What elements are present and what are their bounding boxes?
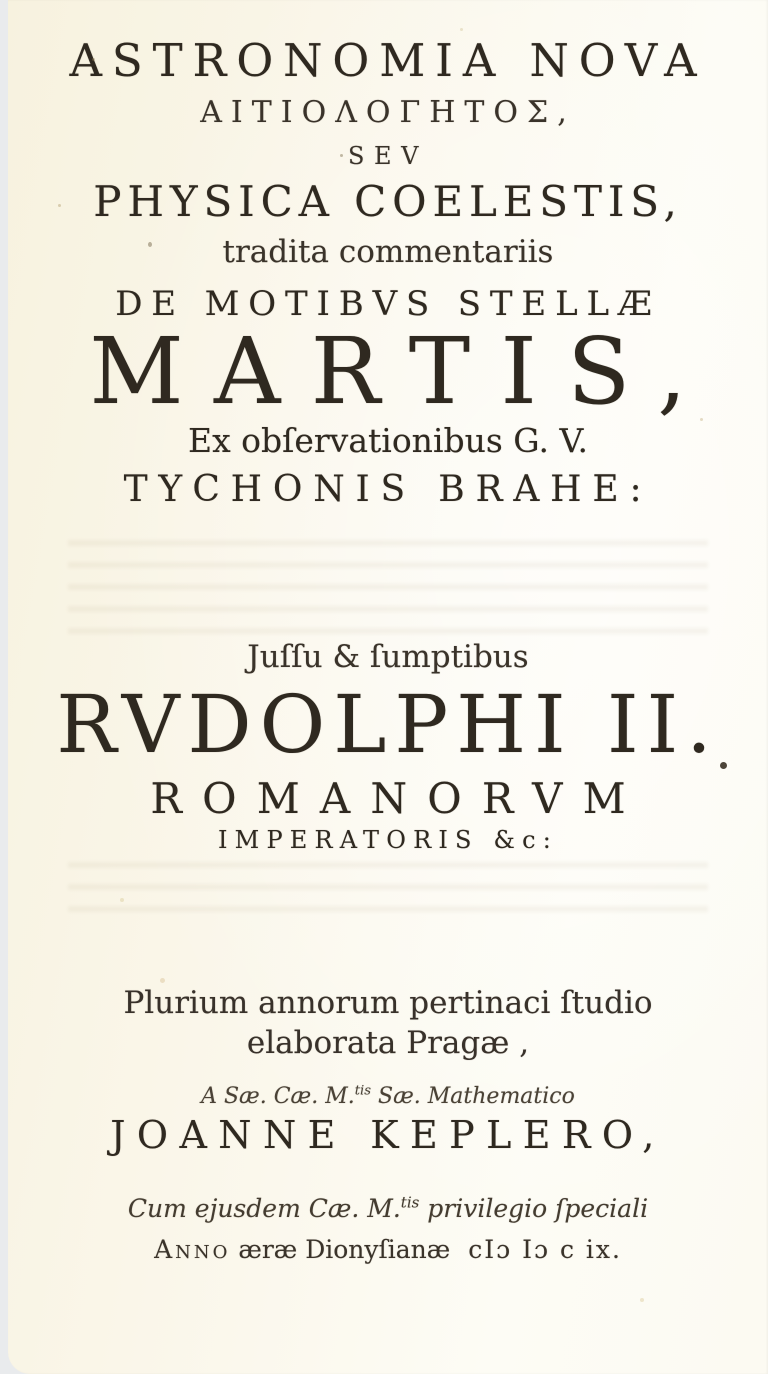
privilege-superscript: tis xyxy=(400,1193,420,1212)
tychonis-brahe-line: TYCHONIS BRAHE: xyxy=(123,469,653,510)
foxing-speck xyxy=(160,978,165,983)
romanorum-line: ROMANORVM xyxy=(150,774,646,823)
foxing-speck xyxy=(58,204,61,207)
foxing-speck xyxy=(460,28,463,31)
foxing-speck xyxy=(148,242,152,247)
foxing-speck xyxy=(340,154,343,157)
martis-line: MARTIS, xyxy=(89,318,717,425)
author-name-line: JOANNE KEPLERO, xyxy=(110,1113,666,1157)
anno-era-text: æræ Dionyſianæ xyxy=(230,1235,451,1264)
seu-line: SEV xyxy=(347,142,429,170)
anno-roman-numerals: cIɔ Iɔ c ix. xyxy=(468,1235,622,1264)
anno-word: Anno xyxy=(154,1235,231,1264)
foxing-speck xyxy=(720,762,727,769)
main-title: ASTRONOMIA NOVA xyxy=(69,34,707,87)
credit-suffix: Sæ. Mathematico xyxy=(371,1084,575,1109)
foxing-speck xyxy=(640,1298,644,1302)
mathematico-credit-line xyxy=(8,1083,768,1109)
privilege-suffix: privilegio ſpeciali xyxy=(419,1194,649,1223)
title-page xyxy=(8,0,768,1374)
de-motibus-stellae-line: DE MOTIBVS STELLÆ xyxy=(115,284,661,324)
verso-show-through xyxy=(68,540,708,645)
tradita-commentariis-line: tradita commentariis xyxy=(222,234,554,270)
elaborata-pragae-line: elaborata Pragæ , xyxy=(246,1025,530,1061)
rudolphi-ii-line: RVDOLPHI II. xyxy=(56,678,720,771)
jussu-sumptibus-line: Juſſu & ſumptibus xyxy=(247,639,529,675)
physica-coelestis-line: PHYSICA COELESTIS, xyxy=(93,177,683,226)
privilege-line xyxy=(8,1193,768,1223)
greek-subtitle: ΑΙΤΙΟΛΟΓΗΤΟΣ, xyxy=(200,95,576,130)
privilege-prefix: Cum ejusdem Cæ. M. xyxy=(127,1194,401,1223)
ex-observationibus-line: Ex obſervationibus G. V. xyxy=(187,421,589,460)
imperatoris-line: IMPERATORIS &c: xyxy=(217,826,558,854)
credit-prefix: A Sæ. Cæ. M. xyxy=(201,1084,355,1109)
plurium-annorum-line: Plurium annorum pertinaci ſtudio xyxy=(123,985,653,1021)
foxing-speck xyxy=(120,898,124,902)
verso-show-through xyxy=(68,862,708,920)
foxing-speck xyxy=(700,418,703,421)
credit-superscript: tis xyxy=(354,1083,372,1099)
foxing-speck xyxy=(92,58,95,61)
anno-date-line xyxy=(8,1237,768,1262)
